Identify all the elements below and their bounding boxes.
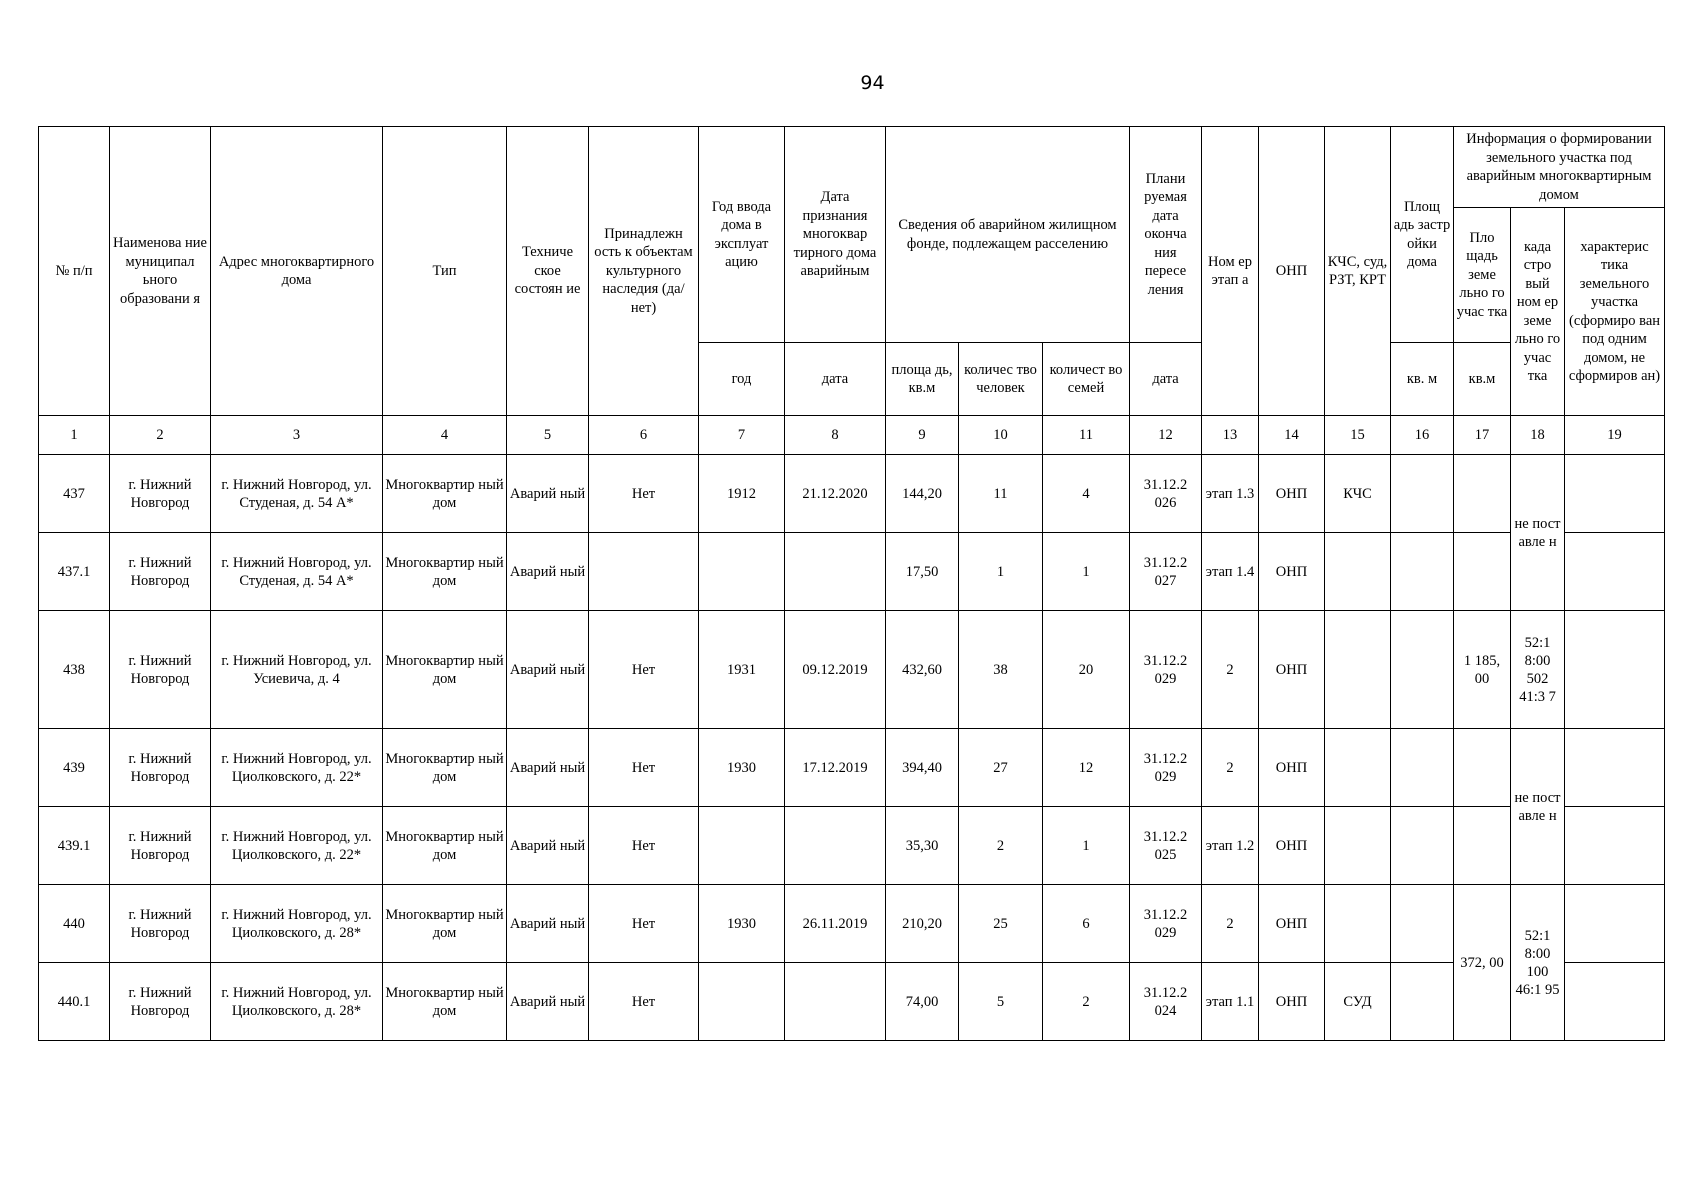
column-number: 4 — [383, 416, 507, 455]
cell-recognition-date: 17.12.2019 — [785, 729, 886, 807]
cell-cadastral: 52:1 8:00 502 41:3 7 — [1511, 611, 1565, 729]
cell-year — [699, 963, 785, 1041]
cell-land-area — [1454, 455, 1511, 533]
header-heritage: Принадлежн ость к объектам культурного наследия (да/нет) — [589, 127, 699, 416]
cell-stage: 2 — [1202, 611, 1259, 729]
header-stage: Ном ер этап а — [1202, 127, 1259, 416]
column-number: 12 — [1130, 416, 1202, 455]
cell-num: 438 — [39, 611, 110, 729]
cell-tech-state: Аварий ный — [507, 455, 589, 533]
cell-planned-end: 31.12.2 029 — [1130, 729, 1202, 807]
column-number: 3 — [211, 416, 383, 455]
cell-area: 35,30 — [886, 807, 959, 885]
cell-build-area — [1391, 611, 1454, 729]
subheader-land-area-unit: кв.м — [1454, 343, 1511, 416]
cell-type: Многоквартир ный дом — [383, 611, 507, 729]
cell-municipality: г. Нижний Новгород — [110, 885, 211, 963]
cell-people: 5 — [959, 963, 1043, 1041]
header-land-characteristic: характерис тика земельного участка (сформиро ван под одним домом, не сформиров ан) — [1565, 208, 1665, 416]
header-planned-end: Плани руемая дата оконча ния пересе ления — [1130, 127, 1202, 343]
column-number: 8 — [785, 416, 886, 455]
cell-land-characteristic — [1565, 963, 1665, 1041]
cell-planned-end: 31.12.2 026 — [1130, 455, 1202, 533]
page-number: 94 — [860, 72, 885, 94]
header-type: Тип — [383, 127, 507, 416]
cell-stage: 2 — [1202, 729, 1259, 807]
header-year: Год ввода дома в эксплуат ацию — [699, 127, 785, 343]
column-number: 19 — [1565, 416, 1665, 455]
table-row — [39, 533, 1665, 611]
cell-type: Многоквартир ный дом — [383, 455, 507, 533]
cell-num: 440 — [39, 885, 110, 963]
cell-tech-state: Аварий ный — [507, 807, 589, 885]
cell-land-area — [1454, 533, 1511, 611]
column-number: 6 — [589, 416, 699, 455]
cell-onp: ОНП — [1259, 885, 1325, 963]
cell-land-area — [1454, 807, 1511, 885]
cell-num: 437 — [39, 455, 110, 533]
subheader-families: количест во семей — [1043, 343, 1130, 416]
cell-build-area — [1391, 963, 1454, 1041]
subheader-end-date: дата — [1130, 343, 1202, 416]
cell-recognition-date: 09.12.2019 — [785, 611, 886, 729]
cell-address: г. Нижний Новгород, ул. Циолковского, д. 22* — [211, 729, 383, 807]
cell-tech-state: Аварий ный — [507, 963, 589, 1041]
column-number: 9 — [886, 416, 959, 455]
cell-num: 439.1 — [39, 807, 110, 885]
cell-cadastral: 52:1 8:00 100 46:1 95 — [1511, 885, 1565, 1041]
cell-area: 74,00 — [886, 963, 959, 1041]
subheader-date: дата — [785, 343, 886, 416]
cell-num: 437.1 — [39, 533, 110, 611]
subheader-build-area-unit: кв. м — [1391, 343, 1454, 416]
cell-build-area — [1391, 455, 1454, 533]
cell-tech-state: Аварий ный — [507, 729, 589, 807]
cell-cadastral: не пост авле н — [1511, 729, 1565, 885]
cell-stage: этап 1.4 — [1202, 533, 1259, 611]
cell-families: 12 — [1043, 729, 1130, 807]
cell-families: 20 — [1043, 611, 1130, 729]
cell-build-area — [1391, 885, 1454, 963]
cell-address: г. Нижний Новгород, ул. Циолковского, д. 28* — [211, 963, 383, 1041]
cell-land-characteristic — [1565, 611, 1665, 729]
column-number: 1 — [39, 416, 110, 455]
cell-area: 144,20 — [886, 455, 959, 533]
cell-num: 440.1 — [39, 963, 110, 1041]
cell-people: 27 — [959, 729, 1043, 807]
housing-register-table — [38, 126, 1665, 1041]
cell-stage: 2 — [1202, 885, 1259, 963]
cell-type: Многоквартир ный дом — [383, 885, 507, 963]
cell-address: г. Нижний Новгород, ул. Циолковского, д. 28* — [211, 885, 383, 963]
table-row — [39, 729, 1665, 807]
cell-people: 38 — [959, 611, 1043, 729]
cell-kchs: СУД — [1325, 963, 1391, 1041]
cell-year: 1912 — [699, 455, 785, 533]
cell-planned-end: 31.12.2 029 — [1130, 885, 1202, 963]
cell-address: г. Нижний Новгород, ул. Студеная, д. 54 А* — [211, 455, 383, 533]
column-number: 14 — [1259, 416, 1325, 455]
cell-onp: ОНП — [1259, 729, 1325, 807]
column-number: 7 — [699, 416, 785, 455]
cell-land-area: 1 185, 00 — [1454, 611, 1511, 729]
table-row — [39, 885, 1665, 963]
column-number: 15 — [1325, 416, 1391, 455]
subheader-area: площа дь, кв.м — [886, 343, 959, 416]
cell-municipality: г. Нижний Новгород — [110, 455, 211, 533]
table-row — [39, 455, 1665, 533]
cell-people: 1 — [959, 533, 1043, 611]
subheader-year: год — [699, 343, 785, 416]
cell-build-area — [1391, 807, 1454, 885]
cell-recognition-date — [785, 807, 886, 885]
cell-municipality: г. Нижний Новгород — [110, 729, 211, 807]
cell-year: 1930 — [699, 729, 785, 807]
header-build-area: Площ адь застр ойки дома — [1391, 127, 1454, 343]
cell-municipality: г. Нижний Новгород — [110, 611, 211, 729]
cell-type: Многоквартир ный дом — [383, 963, 507, 1041]
column-numbers-row — [39, 416, 1665, 455]
subheader-people: количес тво человек — [959, 343, 1043, 416]
cell-people: 2 — [959, 807, 1043, 885]
cell-municipality: г. Нижний Новгород — [110, 807, 211, 885]
cell-year — [699, 807, 785, 885]
cell-land-area — [1454, 729, 1511, 807]
cell-people: 25 — [959, 885, 1043, 963]
cell-cadastral: не пост авле н — [1511, 455, 1565, 611]
cell-kchs — [1325, 807, 1391, 885]
cell-tech-state: Аварий ный — [507, 533, 589, 611]
header-land-info: Информация о формировании земельного участка под аварийным многоквартирным домом — [1454, 127, 1665, 208]
cell-type: Многоквартир ный дом — [383, 729, 507, 807]
cell-kchs — [1325, 611, 1391, 729]
column-number: 10 — [959, 416, 1043, 455]
table-row — [39, 807, 1665, 885]
cell-planned-end: 31.12.2 029 — [1130, 611, 1202, 729]
cell-municipality: г. Нижний Новгород — [110, 963, 211, 1041]
header-municipality: Наименова ние муниципал ьного образовани я — [110, 127, 211, 416]
cell-heritage: Нет — [589, 455, 699, 533]
table-header — [39, 127, 1665, 455]
cell-area: 394,40 — [886, 729, 959, 807]
column-number: 18 — [1511, 416, 1565, 455]
header-onp: ОНП — [1259, 127, 1325, 416]
cell-year: 1930 — [699, 885, 785, 963]
cell-land-characteristic — [1565, 455, 1665, 533]
cell-build-area — [1391, 729, 1454, 807]
column-number: 11 — [1043, 416, 1130, 455]
column-number: 13 — [1202, 416, 1259, 455]
column-number: 17 — [1454, 416, 1511, 455]
cell-build-area — [1391, 533, 1454, 611]
cell-planned-end: 31.12.2 025 — [1130, 807, 1202, 885]
cell-planned-end: 31.12.2 024 — [1130, 963, 1202, 1041]
cell-stage: этап 1.1 — [1202, 963, 1259, 1041]
cell-kchs — [1325, 885, 1391, 963]
cell-tech-state: Аварий ный — [507, 885, 589, 963]
cell-land-characteristic — [1565, 807, 1665, 885]
cell-families: 1 — [1043, 807, 1130, 885]
cell-stage: этап 1.3 — [1202, 455, 1259, 533]
column-number: 2 — [110, 416, 211, 455]
cell-year: 1931 — [699, 611, 785, 729]
header-tech-state: Техниче ское состоян ие — [507, 127, 589, 416]
header-num: № п/п — [39, 127, 110, 416]
cell-address: г. Нижний Новгород, ул. Студеная, д. 54 А* — [211, 533, 383, 611]
cell-heritage: Нет — [589, 807, 699, 885]
cell-heritage: Нет — [589, 611, 699, 729]
cell-area: 17,50 — [886, 533, 959, 611]
header-cadastral: када стро вый ном ер земе льно го учас тка — [1511, 208, 1565, 416]
cell-tech-state: Аварий ный — [507, 611, 589, 729]
header-emergency-fund: Сведения об аварийном жилищном фонде, подлежащем расселению — [886, 127, 1130, 343]
cell-onp: ОНП — [1259, 611, 1325, 729]
cell-kchs — [1325, 729, 1391, 807]
cell-families: 6 — [1043, 885, 1130, 963]
cell-heritage: Нет — [589, 963, 699, 1041]
cell-stage: этап 1.2 — [1202, 807, 1259, 885]
cell-area: 432,60 — [886, 611, 959, 729]
cell-kchs — [1325, 533, 1391, 611]
cell-heritage: Нет — [589, 885, 699, 963]
cell-municipality: г. Нижний Новгород — [110, 533, 211, 611]
cell-address: г. Нижний Новгород, ул. Усиевича, д. 4 — [211, 611, 383, 729]
cell-families: 4 — [1043, 455, 1130, 533]
cell-area: 210,20 — [886, 885, 959, 963]
header-kchs: КЧС, суд, РЗТ, КРТ — [1325, 127, 1391, 416]
cell-type: Многоквартир ный дом — [383, 533, 507, 611]
cell-families: 1 — [1043, 533, 1130, 611]
cell-onp: ОНП — [1259, 807, 1325, 885]
cell-people: 11 — [959, 455, 1043, 533]
header-land-area: Пло щадь земе льно го учас тка — [1454, 208, 1511, 343]
cell-onp: ОНП — [1259, 963, 1325, 1041]
cell-heritage — [589, 533, 699, 611]
cell-recognition-date — [785, 533, 886, 611]
table-row — [39, 963, 1665, 1041]
cell-land-characteristic — [1565, 533, 1665, 611]
cell-heritage: Нет — [589, 729, 699, 807]
cell-year — [699, 533, 785, 611]
header-recognition-date: Дата признания многоквар тирного дома аварийным — [785, 127, 886, 343]
cell-onp: ОНП — [1259, 455, 1325, 533]
cell-land-characteristic — [1565, 885, 1665, 963]
cell-address: г. Нижний Новгород, ул. Циолковского, д. 22* — [211, 807, 383, 885]
cell-kchs: КЧС — [1325, 455, 1391, 533]
cell-families: 2 — [1043, 963, 1130, 1041]
cell-recognition-date: 26.11.2019 — [785, 885, 886, 963]
cell-recognition-date: 21.12.2020 — [785, 455, 886, 533]
cell-planned-end: 31.12.2 027 — [1130, 533, 1202, 611]
cell-recognition-date — [785, 963, 886, 1041]
header-address: Адрес многоквартирного дома — [211, 127, 383, 416]
column-number: 5 — [507, 416, 589, 455]
column-number: 16 — [1391, 416, 1454, 455]
cell-onp: ОНП — [1259, 533, 1325, 611]
table-row — [39, 611, 1665, 729]
table-body — [39, 455, 1665, 1041]
cell-type: Многоквартир ный дом — [383, 807, 507, 885]
cell-land-characteristic — [1565, 729, 1665, 807]
cell-land-area: 372, 00 — [1454, 885, 1511, 1041]
cell-num: 439 — [39, 729, 110, 807]
